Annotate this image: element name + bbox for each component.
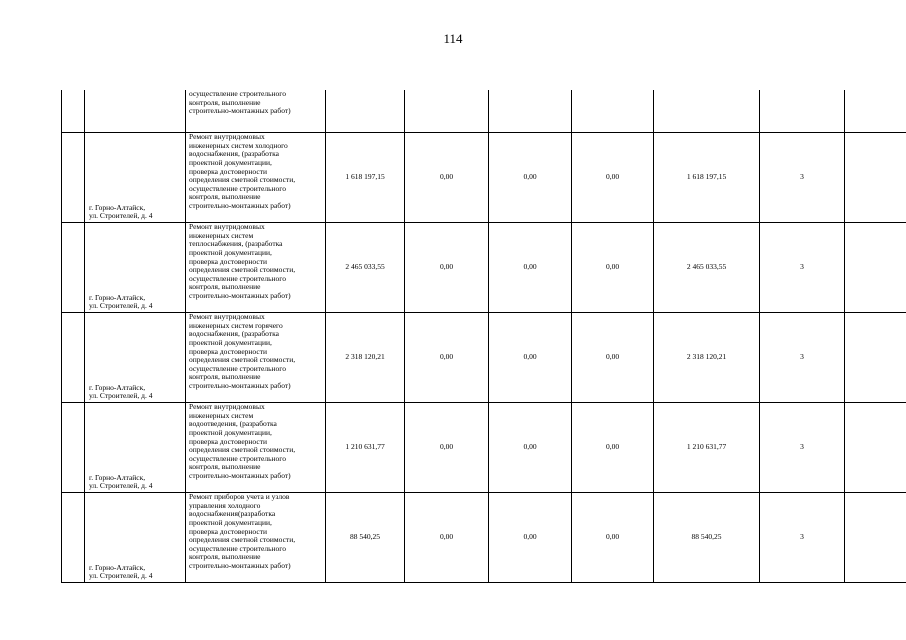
cell-description: [186, 313, 326, 403]
description-line: строительно-монтажных работ): [189, 201, 291, 210]
address-line: ул. Строителей, д. 4: [89, 301, 153, 311]
cell-extra: [845, 133, 906, 223]
cell-total: 1 618 197,15: [326, 133, 405, 223]
table-row: [62, 223, 906, 313]
description-line: проверка достоверности: [189, 256, 267, 266]
description-line: инженерных систем: [189, 230, 254, 240]
cell-v5: 3: [760, 313, 845, 403]
description-line: Ремонт приборов учета и узлов: [189, 492, 290, 501]
table-row: [62, 493, 906, 583]
cell-index: [62, 90, 85, 133]
cell-extra: [845, 403, 906, 493]
cell-description: [186, 223, 326, 313]
description-line: проверка достоверности: [189, 526, 267, 536]
description-line: определения сметной стоимости,: [189, 175, 296, 185]
cell-v3: 0,00: [572, 223, 654, 313]
cell-address: [85, 133, 186, 223]
cell-v3: 0,00: [572, 403, 654, 493]
cell-v4: 88 540,25: [654, 493, 760, 583]
table-row: [62, 313, 906, 403]
description-line: осуществление строительного: [189, 543, 286, 553]
description-line: строительно-монтажных работ): [189, 106, 291, 116]
cell-v2: 0,00: [489, 133, 572, 223]
description-line: определения сметной стоимости,: [189, 445, 296, 455]
description-line: Ремонт внутридомовых: [189, 222, 265, 231]
works-table: [61, 90, 906, 583]
description-line: проектной документации,: [189, 157, 272, 167]
cell-total: 88 540,25: [326, 493, 405, 583]
description-line: проектной документации,: [189, 427, 272, 437]
cell-address: [85, 223, 186, 313]
description-line: инженерных систем: [189, 410, 254, 420]
address-line: г. Горно-Алтайск,: [89, 562, 146, 572]
description-line: строительно-монтажных работ): [189, 291, 291, 300]
description-line: осуществление строительного: [189, 363, 286, 373]
description-line: инженерных систем горячего: [189, 320, 283, 330]
cell-index: [62, 223, 85, 313]
cell-v3: [572, 90, 654, 133]
cell-index: [62, 493, 85, 583]
cell-address: [85, 90, 186, 133]
description-line: строительно-монтажных работ): [189, 471, 291, 480]
address-line: ул. Строителей, д. 4: [89, 481, 153, 491]
cell-extra: [845, 313, 906, 403]
description-line: управления холодного: [189, 500, 261, 510]
address-line: ул. Строителей, д. 4: [89, 571, 153, 581]
description-line: строительно-монтажных работ): [189, 561, 291, 570]
table-row: [62, 133, 906, 223]
cell-v3: 0,00: [572, 313, 654, 403]
description-line: водоснабжения, (разработка: [189, 329, 279, 339]
description-line: контроля, выполнение: [189, 372, 261, 382]
cell-v3: 0,00: [572, 493, 654, 583]
address-line: ул. Строителей, д. 4: [89, 211, 153, 221]
cell-description: [186, 403, 326, 493]
description-line: осуществление строительного: [189, 183, 286, 193]
description-line: проверка достоверности: [189, 166, 267, 176]
cell-v1: 0,00: [405, 493, 489, 583]
cell-index: [62, 313, 85, 403]
description-line: Ремонт внутридомовых: [189, 132, 265, 141]
cell-extra: [845, 223, 906, 313]
cell-v2: [489, 90, 572, 133]
description-line: контроля, выполнение: [189, 282, 261, 292]
cell-extra: [845, 90, 906, 133]
cell-description: [186, 90, 326, 133]
cell-v2: 0,00: [489, 223, 572, 313]
description-line: определения сметной стоимости,: [189, 535, 296, 545]
cell-v1: 0,00: [405, 133, 489, 223]
description-line: водоотведения, (разработка: [189, 419, 277, 429]
description-line: инженерных систем холодного: [189, 140, 288, 150]
description-line: осуществление строительного: [189, 453, 286, 463]
cell-v1: 0,00: [405, 403, 489, 493]
table-row: [62, 403, 906, 493]
description-line: проектной документации,: [189, 337, 272, 347]
description-line: водоснабжения(разработка: [189, 509, 276, 519]
cell-address: [85, 493, 186, 583]
page-number: 114: [443, 31, 463, 46]
cell-v5: 3: [760, 223, 845, 313]
cell-v4: 2 318 120,21: [654, 313, 760, 403]
cell-extra: [845, 493, 906, 583]
cell-v4: 1 210 631,77: [654, 403, 760, 493]
cell-address: [85, 313, 186, 403]
cell-v3: 0,00: [572, 133, 654, 223]
cell-v1: 0,00: [405, 313, 489, 403]
description-line: Ремонт внутридомовых: [189, 402, 265, 411]
cell-v4: 1 618 197,15: [654, 133, 760, 223]
cell-v5: 3: [760, 493, 845, 583]
description-line: определения сметной стоимости,: [189, 265, 296, 275]
address-line: г. Горно-Алтайск,: [89, 202, 146, 212]
cell-v5: 3: [760, 133, 845, 223]
cell-total: 1 210 631,77: [326, 403, 405, 493]
cell-address: [85, 403, 186, 493]
cell-v2: 0,00: [489, 313, 572, 403]
cell-index: [62, 133, 85, 223]
cell-index: [62, 403, 85, 493]
address-line: ул. Строителей, д. 4: [89, 391, 153, 401]
description-line: проверка достоверности: [189, 346, 267, 356]
description-line: проектной документации,: [189, 517, 272, 527]
address-line: г. Горно-Алтайск,: [89, 382, 146, 392]
cell-v4: [654, 90, 760, 133]
address-line: г. Горно-Алтайск,: [89, 472, 146, 482]
table-row-continuation: [62, 90, 906, 133]
cell-v4: 2 465 033,55: [654, 223, 760, 313]
description-line: определения сметной стоимости,: [189, 355, 296, 365]
cell-v2: 0,00: [489, 403, 572, 493]
cell-v2: 0,00: [489, 493, 572, 583]
description-line: контроля, выполнение: [189, 97, 261, 107]
cell-description: [186, 493, 326, 583]
address-line: г. Горно-Алтайск,: [89, 292, 146, 302]
description-line: проверка достоверности: [189, 436, 267, 446]
cell-total: [326, 90, 405, 133]
description-line: проектной документации,: [189, 247, 272, 257]
description-line: Ремонт внутридомовых: [189, 312, 265, 321]
cell-v1: 0,00: [405, 223, 489, 313]
description-line: контроля, выполнение: [189, 552, 261, 562]
description-line: контроля, выполнение: [189, 192, 261, 202]
cell-total: 2 318 120,21: [326, 313, 405, 403]
description-line: осуществление строительного: [189, 273, 286, 283]
description-line: контроля, выполнение: [189, 462, 261, 472]
cell-v1: [405, 90, 489, 133]
description-line: теплоснабжения, (разработка: [189, 239, 283, 249]
description-line: водоснабжения, (разработка: [189, 149, 279, 159]
cell-v5: 3: [760, 403, 845, 493]
description-line: осуществление строительного: [189, 90, 286, 98]
cell-v5: [760, 90, 845, 133]
cell-total: 2 465 033,55: [326, 223, 405, 313]
cell-description: [186, 133, 326, 223]
description-line: строительно-монтажных работ): [189, 381, 291, 390]
